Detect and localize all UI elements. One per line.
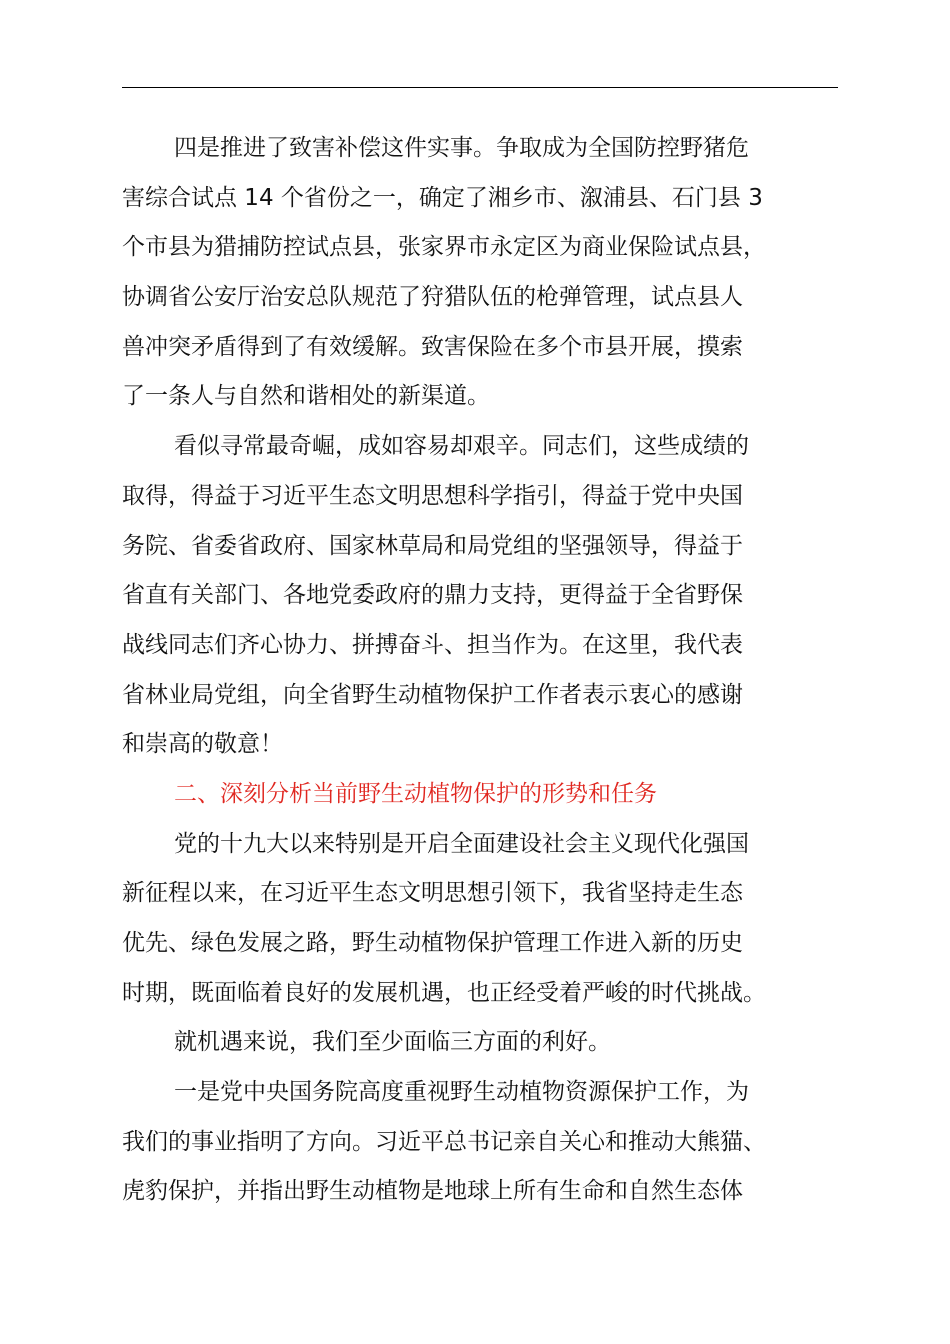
paragraph-line: 一是党中央国务院高度重视野生动植物资源保护工作，为 <box>174 1079 749 1106</box>
paragraph-line: 省直有关部门、各地党委政府的鼎力支持，更得益于全省野保 <box>122 582 743 609</box>
paragraph-line: 战线同志们齐心协力、拼搏奋斗、担当作为。在这里，我代表 <box>122 631 743 658</box>
paragraph-line: 省林业局党组，向全省野生动植物保护工作者表示衷心的感谢 <box>122 681 743 708</box>
paragraph-line: 取得，得益于习近平生态文明思想科学指引，得益于党中央国 <box>122 482 743 509</box>
paragraph-line: 务院、省委省政府、国家林草局和局党组的坚强领导，得益于 <box>122 532 743 559</box>
paragraph-line: 我们的事业指明了方向。习近平总书记亲自关心和推动大熊猫、 <box>122 1128 766 1155</box>
paragraph-line: 个市县为猎捕防控试点县，张家界市永定区为商业保险试点县， <box>122 234 766 261</box>
paragraph-line: 时期，既面临着良好的发展机遇，也正经受着严峻的时代挑战。 <box>122 979 766 1006</box>
paragraph-line: 兽冲突矛盾得到了有效缓解。致害保险在多个市县开展，摸索 <box>122 333 743 360</box>
document-body <box>122 124 842 1217</box>
paragraph-line: 优先、绿色发展之路，野生动植物保护管理工作进入新的历史 <box>122 930 743 956</box>
paragraph-line: 四是推进了致害补偿这件实事。争取成为全国防控野猪危 <box>174 135 749 161</box>
section-heading: 二、深刻分析当前野生动植物保护的形势和任务 <box>174 780 657 807</box>
header-rule <box>122 87 838 88</box>
paragraph-line: 协调省公安厅治安总队规范了狩猎队伍的枪弹管理，试点县人 <box>122 284 743 311</box>
paragraph-line: 害综合试点 14 个省份之一，确定了湘乡市、溆浦县、石门县 3 <box>122 184 763 211</box>
paragraph-line: 就机遇来说，我们至少面临三方面的利好。 <box>174 1029 611 1056</box>
paragraph-line: 新征程以来，在习近平生态文明思想引领下，我省坚持走生态 <box>122 880 743 907</box>
paragraph-line: 虎豹保护，并指出野生动植物是地球上所有生命和自然生态体 <box>122 1178 743 1205</box>
paragraph-line: 看似寻常最奇崛，成如容易却艰辛。同志们，这些成绩的 <box>174 433 749 460</box>
paragraph-line: 党的十九大以来特别是开启全面建设社会主义现代化强国 <box>174 830 749 857</box>
paragraph-line: 和崇高的敬意！ <box>122 731 283 758</box>
paragraph-line: 了一条人与自然和谐相处的新渠道。 <box>122 383 490 410</box>
